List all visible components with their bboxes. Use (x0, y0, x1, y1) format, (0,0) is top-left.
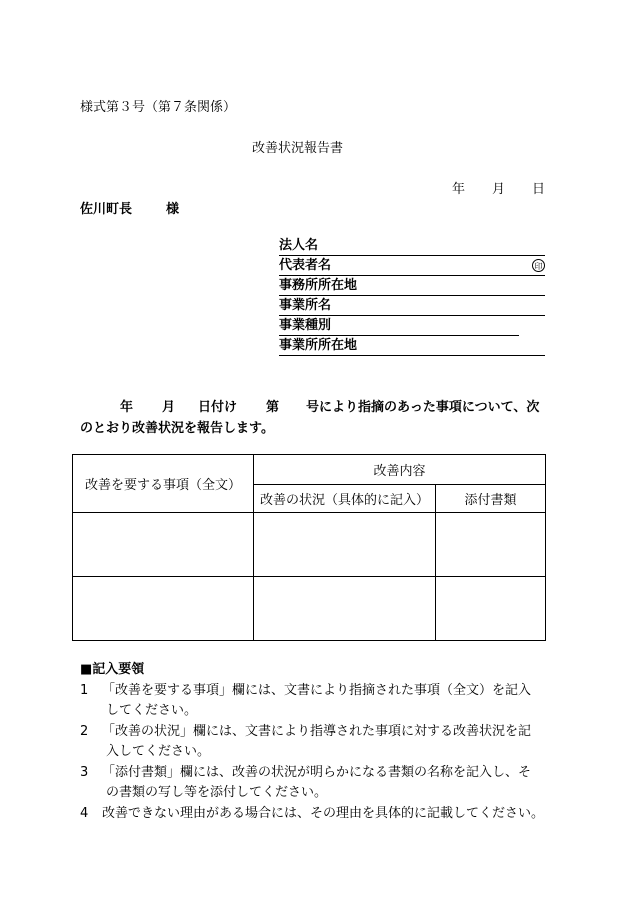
instructions (80, 660, 560, 824)
cell-improvement-status[interactable] (254, 577, 436, 641)
instruction-number: 2 (80, 723, 89, 739)
instruction-text-cont: の書類の写し等を添付してください。 (106, 785, 328, 800)
instruction-item (80, 763, 560, 804)
date-month: 月 (492, 182, 506, 197)
instruction-text-cont: 入してください。 (106, 744, 211, 759)
form-number: 様式第３号（第７条関係） (80, 100, 237, 115)
instructions-heading: ■記入要領 (80, 662, 145, 677)
instruction-text-cont: してください。 (106, 703, 198, 718)
sender-label: 事業種別 (279, 318, 332, 333)
intro-dai: 第 (266, 400, 280, 415)
sender-field-office-address (279, 276, 545, 296)
intro-year: 年 (120, 400, 134, 415)
instruction-number: 3 (80, 764, 89, 780)
header-attachments: 添付書類 (436, 485, 546, 513)
sender-field-business-name (279, 296, 545, 316)
date-line (452, 178, 545, 197)
intro-rest: 号により指摘のあった事項について、次 (306, 400, 540, 415)
cell-improvement-status[interactable] (254, 513, 436, 577)
seal-mark: 印 (532, 259, 545, 272)
sender-field-business-type (279, 316, 519, 336)
header-improvement-status: 改善の状況（具体的に記入） (254, 485, 436, 513)
instruction-item (80, 681, 560, 722)
cell-attachment[interactable] (436, 513, 546, 577)
sender-label: 事業所所在地 (279, 338, 358, 353)
document-title: 改善状況報告書 (252, 141, 344, 156)
table-row (73, 513, 546, 577)
intro-paragraph (80, 397, 552, 439)
intro-line2: のとおり改善状況を報告します。 (80, 421, 274, 436)
addressee-honorific: 様 (166, 202, 180, 217)
instruction-number: 1 (80, 682, 89, 698)
cell-required-item[interactable] (73, 577, 254, 641)
sender-block (279, 236, 545, 356)
instruction-item (80, 804, 560, 825)
date-day: 日 (532, 182, 546, 197)
sender-label: 事務所所在地 (279, 278, 358, 293)
cell-attachment[interactable] (436, 577, 546, 641)
instruction-text: 「改善の状況」欄には、文書により指導された事項に対する改善状況を記 (102, 723, 532, 739)
instruction-text: 「改善を要する事項」欄には、文書により指摘された事項（全文）を記入 (102, 682, 532, 698)
sender-field-representative (279, 256, 545, 276)
addressee-name: 佐川町長 (80, 202, 133, 217)
sender-field-corporation (279, 236, 545, 256)
header-improvement-content: 改善内容 (254, 455, 546, 485)
instruction-text: 改善できない理由がある場合には、その理由を具体的に記載してください。 (102, 805, 545, 821)
improvement-table (72, 454, 546, 641)
sender-field-business-address (279, 336, 545, 356)
sender-label: 代表者名 (279, 258, 332, 273)
instruction-text: 「添付書類」欄には、改善の状況が明らかになる書類の名称を記入し、そ (102, 764, 532, 780)
header-required-items: 改善を要する事項（全文） (73, 455, 254, 513)
sender-label: 法人名 (279, 238, 319, 253)
cell-required-item[interactable] (73, 513, 254, 577)
instruction-number: 4 (80, 805, 89, 821)
date-year: 年 (452, 182, 466, 197)
intro-month: 月 (162, 400, 176, 415)
intro-day: 日付け (198, 400, 238, 415)
instruction-item (80, 722, 560, 763)
addressee (80, 198, 179, 217)
table-row (73, 577, 546, 641)
sender-label: 事業所名 (279, 298, 332, 313)
